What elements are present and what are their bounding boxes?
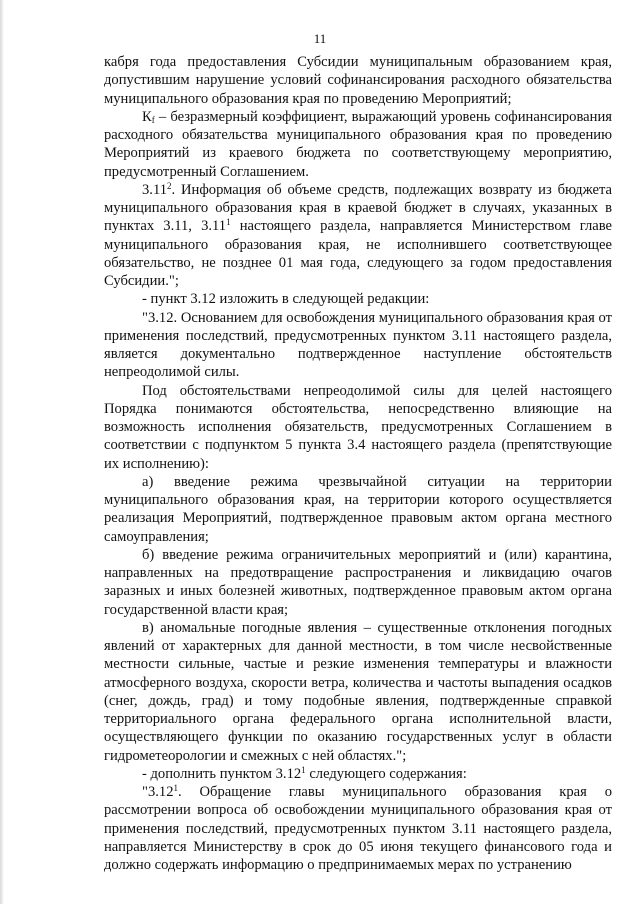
paragraph-force-majeure-definition: Под обстоятельствами непреодолимой силы для целей настоящего Порядка понимаются обстоятельства, непосредственно влияющие на возможность исполнения обязательств, предусмотренных Соглашением в соответствии с подпунктом 5 пункта 3.4 настоящего раздела (препятствующие их исполнению):	[104, 382, 612, 472]
paragraph-coefficient-definition: $К_f$ – безразмерный коэффициент, выражающий уровень софинансирования расходного обязательства муниципального образования края по проведению Мероприятий из краевого бюджета по соответствующему мероприятию, предусмотренный Соглашением.	[104, 108, 612, 180]
scan-edge-shadow	[0, 0, 4, 904]
paragraph-amendment-3-12: - пункт 3.12 изложить в следующей редакции:	[142, 291, 430, 308]
paragraph-continuation: кабря года предоставления Субсидии муниципальным образованием края, допустившим нарушение условий софинансирования расходного обязательства муниципального образования края по проведению Мероприятий;	[104, 54, 612, 107]
document-body	[104, 53, 612, 874]
page-number: 11	[313, 31, 327, 46]
list-item-a: а) введение режима чрезвычайной ситуации на территории муниципального образования края, на территории которого осуществляется реализация Мероприятий, подтвержденное правовым актом органа местного самоуправления;	[104, 473, 612, 545]
list-item-b: б) введение режима ограничительных мероприятий и (или) карантина, направленных на предотвращение распространения и ликвидацию очагов заразных и иных болезней животных, подтвержденное правовым актом органа государственной власти края;	[104, 546, 612, 618]
paragraph-3-12-1: "3.12$^1$. Обращение главы муниципального образования края о рассмотрении вопроса об освобождении муниципального образования края от применения последствий, предусмотренных пунктом 3.11 настоящего раздела, направляется Министерству в срок до 05 июня текущего финансового года и должно содержать информацию о предпринимаемых мерах по устранению	[104, 783, 612, 873]
coefficient-symbol: $К_f$	[142, 108, 155, 125]
paragraph-3-11-2: 3.11$^2$. Информация об объеме средств, подлежащих возврату из бюджета муниципального образования края в краевой бюджет в случаях, указанных в пунктах 3.11, 3.11$^1$ настоящего раздела, направляется Министерством главе муниципального образования края, не исполнившего соответствующее обязательство, не позднее 01 мая года, следующего за годом предоставления Субсидии.";	[104, 180, 612, 289]
paragraph-3-12: "3.12. Основанием для освобождения муниципального образования края от применения последствий, предусмотренных пунктом 3.11 настоящего раздела, является документально подтвержденное наступление обстоятельств непреодолимой силы.	[104, 309, 612, 381]
list-item-v: в) аномальные погодные явления – существенные отклонения погодных явлений от характерных для данной местности, в том числе несвойственные местности сильные, частые и резкие изменения температуры и влажности атмосферного воздуха, скорости ветра, количества и частоты выпадения осадков (снег, дождь, град) и тому подобные явления, подтвержденные справкой территориального органа федерального органа исполнительной власти, осуществляющего функции по оказанию государственных услуг в области гидрометеорологии и смежных с ней областях.";	[104, 619, 612, 764]
paragraph-amendment-3-12-1: - дополнить пунктом 3.12$^1$ следующего содержания:	[142, 764, 467, 782]
